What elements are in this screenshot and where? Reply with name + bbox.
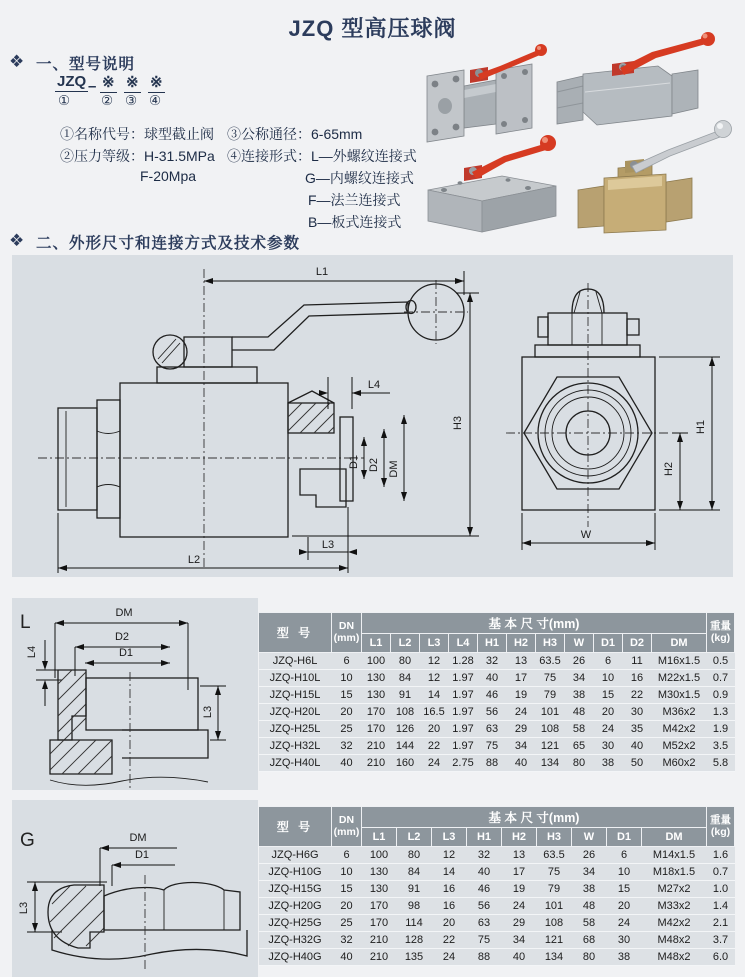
note-pressure-grade-2: F-20Mpa [140,168,197,184]
table-cell: 30 [607,932,642,949]
main-dimension-drawing [12,255,733,577]
table-cell: 1.97 [449,687,478,704]
dim-label-l3: L3 [18,901,30,915]
table-cell: 24 [507,704,536,721]
table-cell: 46 [478,687,507,704]
table-cell: 40 [467,864,502,881]
table-cell: 134 [536,755,565,772]
table-cell: 3.7 [707,932,735,949]
table-cell: 130 [362,670,391,687]
table-row [259,721,735,738]
table-cell: 32 [332,932,362,949]
table-cell: JZQ-H6L [259,653,332,670]
table-cell: 84 [397,864,432,881]
header-cell: DM [642,828,707,847]
note-connection-b: B—板式连接式 [308,214,402,230]
table-cell: JZQ-H6G [259,847,332,864]
table-cell: JZQ-H25L [259,721,332,738]
dim-label-l3: L3 [202,705,214,719]
note-name-code: ①名称代号：球型截止阀 [60,126,214,142]
l-section [50,670,208,788]
table-cell: 32 [332,738,362,755]
table-cell: 11 [623,653,652,670]
table-cell: 68 [572,932,607,949]
right-port-section [288,391,353,507]
table-cell: 38 [594,755,623,772]
table-cell: 10 [332,864,362,881]
header-cell: L2 [397,828,432,847]
table-cell: 22 [623,687,652,704]
spec-table-g-container [258,806,735,966]
table-cell: 6 [594,653,623,670]
table-cell: 25 [332,915,362,932]
table-cell: 1.9 [707,721,735,738]
table-cell: 160 [391,755,420,772]
circled-1: ① [58,93,71,108]
table-cell: 29 [502,915,537,932]
table-cell: 65 [565,738,594,755]
dim-label-l4: L4 [26,645,38,659]
table-cell: 40 [623,738,652,755]
table-cell: 15 [332,687,362,704]
table-cell: M30x1.5 [652,687,707,704]
table-cell: 20 [432,915,467,932]
table-cell: 75 [478,738,507,755]
table-cell: 14 [432,864,467,881]
table-cell: 108 [536,721,565,738]
table-cell: 10 [607,864,642,881]
detail-label-g: G [20,830,35,851]
table-cell: 1.97 [449,704,478,721]
table-cell: M52x2 [652,738,707,755]
front-view [506,283,670,527]
g-type-detail-drawing [12,800,258,977]
table-cell: JZQ-H15L [259,687,332,704]
table-cell: 1.97 [449,738,478,755]
table-cell: 17 [502,864,537,881]
spec-table-G [258,806,735,966]
header-cell: L1 [362,634,391,653]
table-cell: 170 [362,898,397,915]
table-cell: 40 [332,949,362,966]
table-cell: 101 [536,704,565,721]
dim-label-l1: L1 [315,266,329,278]
dim-label-d2: D2 [368,457,380,473]
table-cell: 30 [594,738,623,755]
header-cell: H2 [507,634,536,653]
table-cell: 170 [362,704,391,721]
dim-label-l3: L3 [321,539,335,551]
dim-label-dm: DM [115,607,133,619]
table-cell: 16.5 [420,704,449,721]
table-cell: 20 [332,898,362,915]
table-cell: 88 [478,755,507,772]
table-cell: 75 [467,932,502,949]
header-cell: L4 [449,634,478,653]
table-cell: M42x2 [642,915,707,932]
table-cell: 16 [432,898,467,915]
table-cell: 32 [467,847,502,864]
table-cell: 121 [537,932,572,949]
table-cell: 1.3 [707,704,735,721]
table-cell: 108 [391,704,420,721]
table-cell: 79 [537,881,572,898]
table-cell: M14x1.5 [642,847,707,864]
table-cell: 130 [362,687,391,704]
hex-valve-photo [557,32,715,125]
table-cell: 34 [507,738,536,755]
table-cell: 80 [572,949,607,966]
table-cell: 12 [420,653,449,670]
circled-3: ③ [125,93,138,108]
table-cell: 0.7 [707,670,735,687]
table-cell: 2.1 [707,915,735,932]
table-cell: 98 [397,898,432,915]
block-valve-photo [428,135,556,232]
header-cell: 重量 (kg) [707,807,735,847]
table-cell: 5.8 [707,755,735,772]
table-cell: JZQ-H40L [259,755,332,772]
spec-table-L [258,612,735,772]
section-heading-dimensions: 二、外形尺寸和连接方式及技术参数 [36,235,301,252]
table-cell: 15 [332,881,362,898]
spec-table-l-container [258,612,735,772]
header-cell: D1 [594,634,623,653]
brass-valve-photo [578,121,732,234]
table-cell: 30 [623,704,652,721]
section-heading-model: 一、型号说明 [36,56,136,73]
table-cell: 26 [565,653,594,670]
header-cell: D1 [607,828,642,847]
table-cell: 22 [432,932,467,949]
table-cell: M48x2 [642,932,707,949]
table-cell: M36x2 [652,704,707,721]
header-cell: L2 [391,634,420,653]
table-cell: JZQ-H10G [259,864,332,881]
circled-2: ② [101,93,114,108]
dim-label-d1: D1 [348,454,360,470]
table-cell: M16x1.5 [652,653,707,670]
table-row [259,755,735,772]
header-cell: H3 [536,634,565,653]
table-cell: 63.5 [537,847,572,864]
table-cell: JZQ-H40G [259,949,332,966]
table-cell: 91 [391,687,420,704]
table-cell: 14 [420,687,449,704]
model-code-prefix: JZQ [57,73,87,90]
table-cell: 12 [432,847,467,864]
table-row [259,653,735,670]
model-code-dash: – [88,78,97,95]
table-cell: 13 [502,847,537,864]
header-cell: DN (mm) [332,807,362,847]
table-cell: 16 [623,670,652,687]
table-cell: 13 [507,653,536,670]
table-cell: JZQ-H20G [259,898,332,915]
dimension-lines-side [58,266,479,573]
flange-valve-photo [427,44,547,142]
table-cell: 100 [362,847,397,864]
table-cell: 1.6 [707,847,735,864]
table-cell: 88 [467,949,502,966]
table-cell: 58 [565,721,594,738]
table-cell: 24 [502,898,537,915]
table-cell: JZQ-H10L [259,670,332,687]
table-cell: 126 [391,721,420,738]
table-cell: 15 [594,687,623,704]
table-cell: 134 [537,949,572,966]
diamond-bullet-icon: ❖ [9,231,25,250]
table-cell: 0.9 [707,687,735,704]
table-cell: 24 [432,949,467,966]
table-cell: 91 [397,881,432,898]
table-cell: 121 [536,738,565,755]
table-cell: JZQ-H32G [259,932,332,949]
header-cell: DN (mm) [332,613,362,653]
dim-label-d1: D1 [134,849,150,861]
table-cell: 22 [420,738,449,755]
dim-label-l4: L4 [367,379,381,391]
table-cell: 1.0 [707,881,735,898]
table-cell: 29 [507,721,536,738]
note-nominal-diameter: ③公称通径：6-65mm [227,126,363,142]
table-cell: 1.97 [449,721,478,738]
table-cell: 12 [420,670,449,687]
table-cell: 40 [507,755,536,772]
note-connection-type: ④连接形式：L—外螺纹连接式 [227,148,417,164]
note-connection-f: F—法兰连接式 [308,192,401,208]
header-cell: H2 [502,828,537,847]
table-cell: 6 [332,847,362,864]
table-cell: 38 [572,881,607,898]
table-cell: 3.5 [707,738,735,755]
l-type-detail-drawing [12,598,258,790]
table-cell: 75 [536,670,565,687]
table-cell: 114 [397,915,432,932]
table-cell: 50 [623,755,652,772]
table-cell: JZQ-H15G [259,881,332,898]
table-cell: 1.4 [707,898,735,915]
table-cell: 80 [397,847,432,864]
table-cell: 38 [565,687,594,704]
page-title: JZQ 型高压球阀 [288,16,457,41]
table-cell: 80 [565,755,594,772]
table-cell: 40 [502,949,537,966]
table-cell: 210 [362,755,391,772]
table-cell: 15 [607,881,642,898]
dim-label-h3: H3 [452,415,464,431]
header-cell: DM [652,634,707,653]
table-cell: 130 [362,881,397,898]
table-cell: 100 [362,653,391,670]
table-cell: 0.7 [707,864,735,881]
header-cell: L3 [432,828,467,847]
dim-label-d2: D2 [114,631,130,643]
table-row [259,949,735,966]
table-cell: 1.97 [449,670,478,687]
table-cell: 58 [572,915,607,932]
header-cell: 基 本 尺 寸(mm) [362,807,707,828]
circled-4: ④ [149,93,162,108]
note-connection-g: G—内螺纹连接式 [305,170,414,186]
table-cell: 128 [397,932,432,949]
header-cell: L3 [420,634,449,653]
table-cell: 20 [607,898,642,915]
table-cell: 46 [467,881,502,898]
table-cell: M42x2 [652,721,707,738]
table-cell: 19 [502,881,537,898]
table-cell: 2.75 [449,755,478,772]
table-cell: 144 [391,738,420,755]
table-cell: JZQ-H32L [259,738,332,755]
dim-label-d1: D1 [118,647,134,659]
note-pressure-grade: ②压力等级：H-31.5MPa [60,148,215,164]
table-cell: 24 [594,721,623,738]
table-cell: 26 [572,847,607,864]
header-cell: D2 [623,634,652,653]
table-cell: 170 [362,915,397,932]
dim-label-h1: H1 [695,419,707,435]
header-cell: 型 号 [259,807,332,847]
table-cell: 1.28 [449,653,478,670]
model-code-star3: ※ [150,74,163,91]
product-photos [420,28,745,235]
table-cell: M18x1.5 [642,864,707,881]
table-cell: 63.5 [536,653,565,670]
dim-label-l2: L2 [187,554,201,566]
header-cell: H1 [478,634,507,653]
table-cell: JZQ-H20L [259,704,332,721]
table-cell: 17 [507,670,536,687]
table-cell: 135 [397,949,432,966]
table-cell: 19 [507,687,536,704]
table-cell: M48x2 [642,949,707,966]
table-cell: 24 [420,755,449,772]
model-code-star1: ※ [102,74,115,91]
header-cell: H1 [467,828,502,847]
header-cell: H3 [537,828,572,847]
table-cell: M27x2 [642,881,707,898]
table-row [259,881,735,898]
table-cell: 56 [467,898,502,915]
table-row [259,915,735,932]
table-cell: 63 [467,915,502,932]
table-cell: 63 [478,721,507,738]
table-cell: 40 [332,755,362,772]
table-cell: 80 [391,653,420,670]
table-row [259,898,735,915]
table-cell: 6 [332,653,362,670]
dim-label-h2: H2 [663,461,675,477]
table-cell: M22x1.5 [652,670,707,687]
table-cell: 20 [594,704,623,721]
table-cell: 130 [362,864,397,881]
table-cell: 6.0 [707,949,735,966]
table-cell: 16 [432,881,467,898]
g-section [48,875,247,970]
table-cell: 25 [332,721,362,738]
table-cell: 34 [502,932,537,949]
table-cell: 20 [420,721,449,738]
table-cell: 210 [362,738,391,755]
header-cell: 型 号 [259,613,332,653]
table-cell: 32 [478,653,507,670]
table-cell: 24 [607,915,642,932]
dim-label-w: W [580,529,592,541]
table-row [259,670,735,687]
table-cell: 34 [572,864,607,881]
table-cell: M60x2 [652,755,707,772]
table-cell: 10 [332,670,362,687]
table-cell: 101 [537,898,572,915]
table-cell: 6 [607,847,642,864]
header-cell: 重量 (kg) [707,613,735,653]
table-cell: 10 [594,670,623,687]
table-cell: 84 [391,670,420,687]
table-cell: 210 [362,949,397,966]
table-cell: JZQ-H25G [259,915,332,932]
dim-label-dm: DM [388,460,400,478]
table-cell: 56 [478,704,507,721]
table-row [259,864,735,881]
table-cell: 0.5 [707,653,735,670]
header-cell: L1 [362,828,397,847]
table-cell: 38 [607,949,642,966]
table-cell: 48 [565,704,594,721]
table-row [259,687,735,704]
table-cell: 35 [623,721,652,738]
model-code-star2: ※ [126,74,139,91]
table-cell: 108 [537,915,572,932]
table-cell: 40 [478,670,507,687]
table-cell: 48 [572,898,607,915]
header-cell: W [572,828,607,847]
table-row [259,847,735,864]
table-cell: 20 [332,704,362,721]
table-cell: 34 [565,670,594,687]
dim-label-dm: DM [129,832,147,844]
table-row [259,932,735,949]
table-cell: M33x2 [642,898,707,915]
header-cell: W [565,634,594,653]
table-row [259,704,735,721]
table-cell: 170 [362,721,391,738]
table-cell: 210 [362,932,397,949]
table-row [259,738,735,755]
table-cell: 79 [536,687,565,704]
detail-label-l: L [20,612,31,633]
header-cell: 基 本 尺 寸(mm) [362,613,707,634]
table-cell: 75 [537,864,572,881]
diamond-bullet-icon: ❖ [9,52,25,71]
